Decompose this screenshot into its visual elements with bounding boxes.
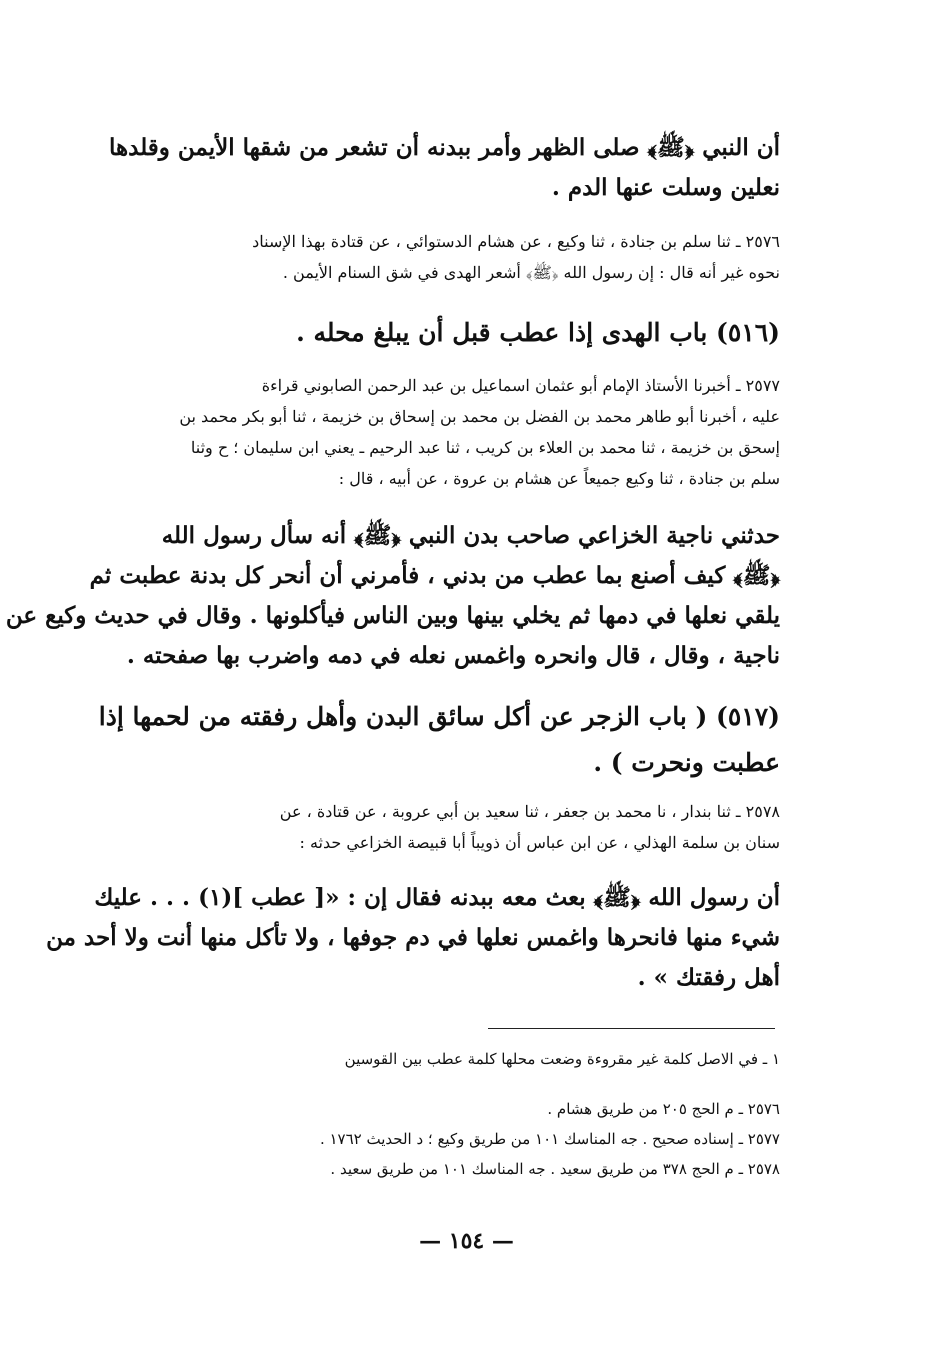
chapter-heading-516	[104, 310, 780, 356]
text-line: أن النبي ﴿ﷺ﴾ صلى الظهر وأمر ببدنه أن تشعر من شقها الأيمن وقلدها	[108, 134, 780, 161]
hadith-2578	[104, 796, 780, 858]
heading-line: (٥١٧) ( باب الزجر عن أكل سائق البدن وأهل رفقته من لحمها إذا	[98, 702, 780, 731]
text-line: عليه ، أخبرنا أبو طاهر محمد بن الفضل بن محمد بن إسحاق بن خزيمة ، ثنا أبو بكر محمد بن	[179, 407, 780, 426]
text-line: أهل رفقتك » .	[637, 964, 780, 991]
footnote-line: ١ ـ في الاصل كلمة غير مقروءة وضعت محلها كلمة عطب بين القوسين	[344, 1050, 780, 1068]
text-paragraph-3	[46, 878, 780, 998]
heading-line: عطبت ونحرت ) .	[593, 748, 780, 777]
reference-line: ٢٥٧٨ ـ م الحج ٣٧٨ من طريق سعيد . جه المناسك ١٠١ من طريق سعيد .	[330, 1160, 780, 1178]
footnote-divider	[488, 1028, 775, 1029]
text-line: سنان بن سلمة الهذلي ، عن ابن عباس أن ذويباً أبا قبيصة الخزاعي حدثه :	[299, 833, 780, 852]
text-line: يلقي نعلها في دمها ثم يخلي بينها وبين الناس فيأكلونها . وقال في حديث وكيع عن	[5, 602, 780, 629]
text-line: نعلين وسلت عنها الدم .	[551, 174, 780, 201]
page-number: — ١٥٤ —	[419, 1228, 514, 1254]
hadith-2577	[104, 370, 780, 494]
text-line: سلم بن جنادة ، ثنا وكيع جميعاً عن هشام بن عروة ، عن أبيه ، قال :	[338, 469, 780, 488]
text-line: إسحق بن خزيمة ، ثنا محمد بن العلاء بن كريب ، ثنا عبد الرحيم ـ يعني ابن سليمان ؛ ح وثنا	[190, 438, 780, 457]
text-line: ٢٥٧٦ ـ ثنا سلم بن جنادة ، ثنا وكيع ، عن هشام الدستوائي ، عن قتادة بهذا الإسناد	[252, 232, 780, 251]
text-paragraph-1	[104, 128, 780, 208]
references	[104, 1094, 780, 1184]
footnote-1	[104, 1044, 780, 1074]
text-line: حدثني ناجية الخزاعي صاحب بدن النبي ﴿ﷺ﴾ أنه سأل رسول الله	[161, 522, 780, 549]
text-line: ناجية ، وقال ، قال وانحره واغمس نعله في دمه واضرب بها صفحته .	[126, 642, 780, 669]
heading-line: (٥١٦) باب الهدى إذا عطب قبل أن يبلغ محله .	[296, 318, 780, 347]
reference-line: ٢٥٧٧ ـ إسناده صحيح . جه المناسك ١٠١ من طريق وكيع ؛ د الحديث ١٧٦٢ .	[319, 1130, 780, 1148]
text-line: نحوه غير أنه قال : إن رسول الله ﴿ﷺ﴾ أشعر الهدى في شق السنام الأيمن .	[282, 263, 780, 282]
text-paragraph-2	[5, 516, 780, 676]
text-line: أن رسول الله ﴿ﷺ﴾ بعث معه ببدنه فقال إن : «[ عطب ](١) . . . عليك	[94, 884, 780, 911]
hadith-2576	[104, 226, 780, 288]
text-line: ٢٥٧٧ ـ أخبرنا الأستاذ الإمام أبو عثمان اسماعيل بن عبد الرحمن الصابوني قراءة	[261, 376, 780, 395]
text-line: ٢٥٧٨ ـ ثنا بندار ، نا محمد بن جعفر ، ثنا سعيد بن أبي عروبة ، عن قتادة ، عن	[279, 802, 780, 821]
text-line: ﴿ﷺ﴾ كيف أصنع بما عطب من بدني ، فأمرني أن أنحر كل بدنة عطبت ثم	[89, 562, 780, 589]
chapter-heading-517	[98, 694, 780, 786]
text-line: شيء منها فانحرها واغمس نعلها في دم جوفها ، ولا تأكل منها أنت ولا أحد من	[46, 924, 780, 951]
reference-line: ٢٥٧٦ ـ م الحج ٢٠٥ من طريق هشام .	[547, 1100, 780, 1118]
